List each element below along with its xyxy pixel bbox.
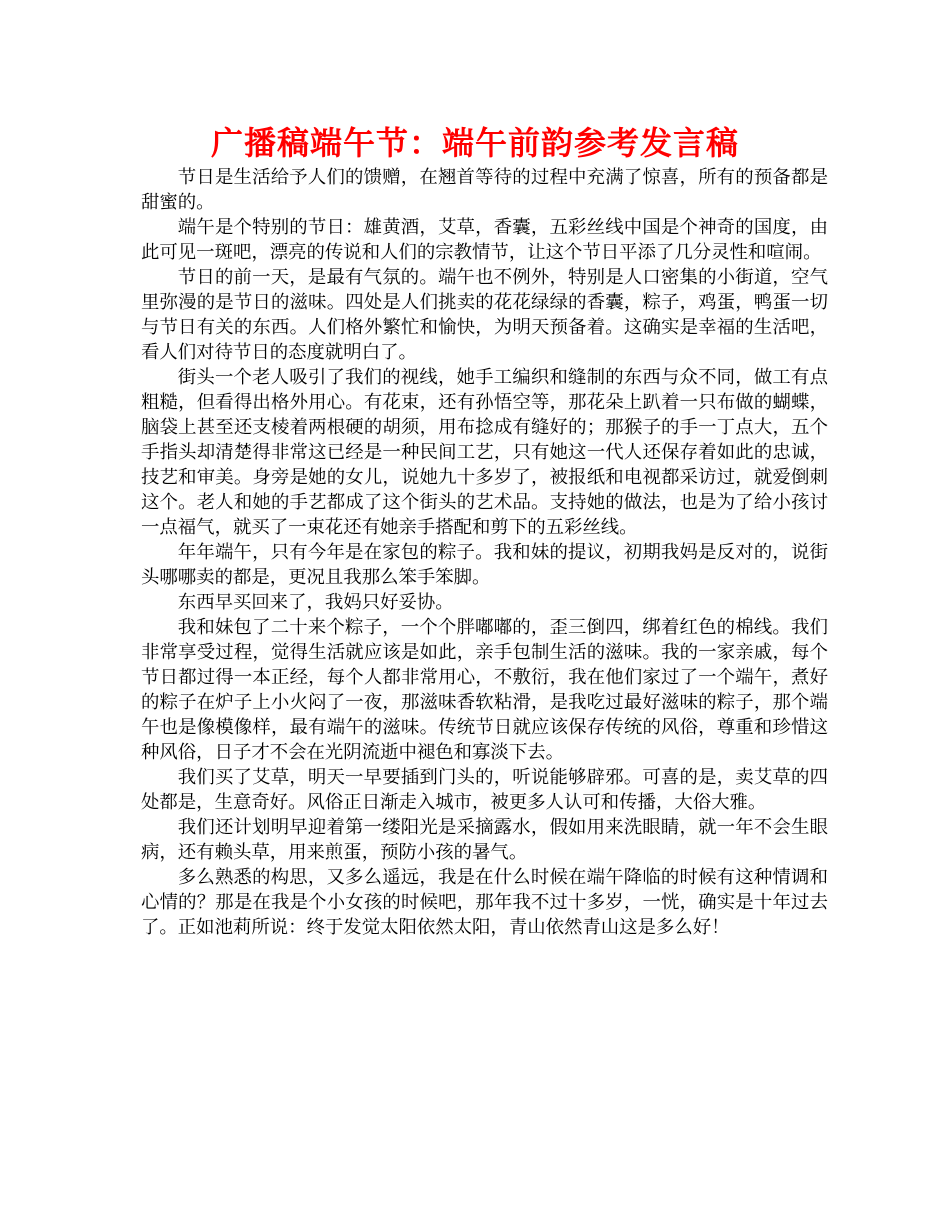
paragraph-6: 东西早买回来了，我妈只好妥协。 [177, 592, 454, 613]
paragraph-2: 端午是个特别的节日：雄黄酒，艾草，香囊，五彩丝线中国是个神奇的国度，由此可见一斑吧，漂亮的传说和人们的宗教情节，让这个节日平添了几分灵性和喧闹。 [141, 217, 828, 263]
paragraph-1: 节日是生活给予人们的馈赠，在翘首等待的过程中充满了惊喜，所有的预备都是甜蜜的。 [141, 167, 828, 213]
paragraph-3: 节日的前一天，是最有气氛的。端午也不例外，特别是人口密集的小街道，空气里弥漫的是节日的滋味。四处是人们挑卖的花花绿绿的香囊，粽子，鸡蛋，鸭蛋一切与节日有关的东西。人们格外繁忙和愉快，为明天预备着。这确实是幸福的生活吧，看人们对待节日的态度就明白了。 [141, 267, 828, 363]
paragraph-9: 我们还计划明早迎着第一缕阳光是采摘露水，假如用来洗眼睛，就一年不会生眼病，还有赖头草，用来煎蛋，预防小孩的暑气。 [141, 817, 828, 863]
document-body [141, 165, 828, 940]
paragraph-4: 街头一个老人吸引了我们的视线，她手工编织和缝制的东西与众不同，做工有点粗糙，但看得出格外用心。有花束，还有孙悟空等，那花朵上趴着一只布做的蝴蝶，脑袋上甚至还支棱着两根硬的胡须，用布捻成有缝好的；那猴子的手一丁点大，五个手指头却清楚得非常这已经是一种民间工艺，只有她这一代人还保存着如此的忠诚，技艺和审美。身旁是她的女儿，说她九十多岁了，被报纸和电视都采访过，就爱倒刺这个。老人和她的手艺都成了这个街头的艺术品。支持她的做法，也是为了给小孩讨一点福气，就买了一束花还有她亲手搭配和剪下的五彩丝线。 [141, 367, 828, 538]
paragraph-10: 多么熟悉的构思，又多么遥远，我是在什么时候在端午降临的时候有这种情调和心情的？那是在我是个小女孩的时候吧，那年我不过十多岁，一恍，确实是十年过去了。正如池莉所说：终于发觉太阳依然太阳，青山依然青山这是多么好！ [141, 867, 828, 938]
paragraph-8: 我们买了艾草，明天一早要插到门头的，听说能够辟邪。可喜的是，卖艾草的四处都是，生意奇好。风俗正日渐走入城市，被更多人认可和传播，大俗大雅。 [141, 767, 828, 813]
paragraph-7: 我和妹包了二十来个粽子，一个个胖嘟嘟的，歪三倒四，绑着红色的棉线。我们非常享受过程，觉得生活就应该是如此，亲手包制生活的滋味。我的一家亲戚，每个节日都过得一本正经，每个人都非常用心，不敷衍，我在他们家过了一个端午，煮好的粽子在炉子上小火闷了一夜，那滋味香软粘滑，是我吃过最好滋味的粽子，那个端午也是像模像样，最有端午的滋味。传统节日就应该保存传统的风俗，尊重和珍惜这种风俗，日子才不会在光阴流逝中褪色和寡淡下去。 [141, 617, 828, 763]
document-title: 广播稿端午节：端午前韵参考发言稿 [210, 124, 739, 162]
paragraph-5: 年年端午，只有今年是在家包的粽子。我和妹的提议，初期我妈是反对的，说街头哪哪卖的都是，更况且我那么笨手笨脚。 [141, 542, 828, 588]
